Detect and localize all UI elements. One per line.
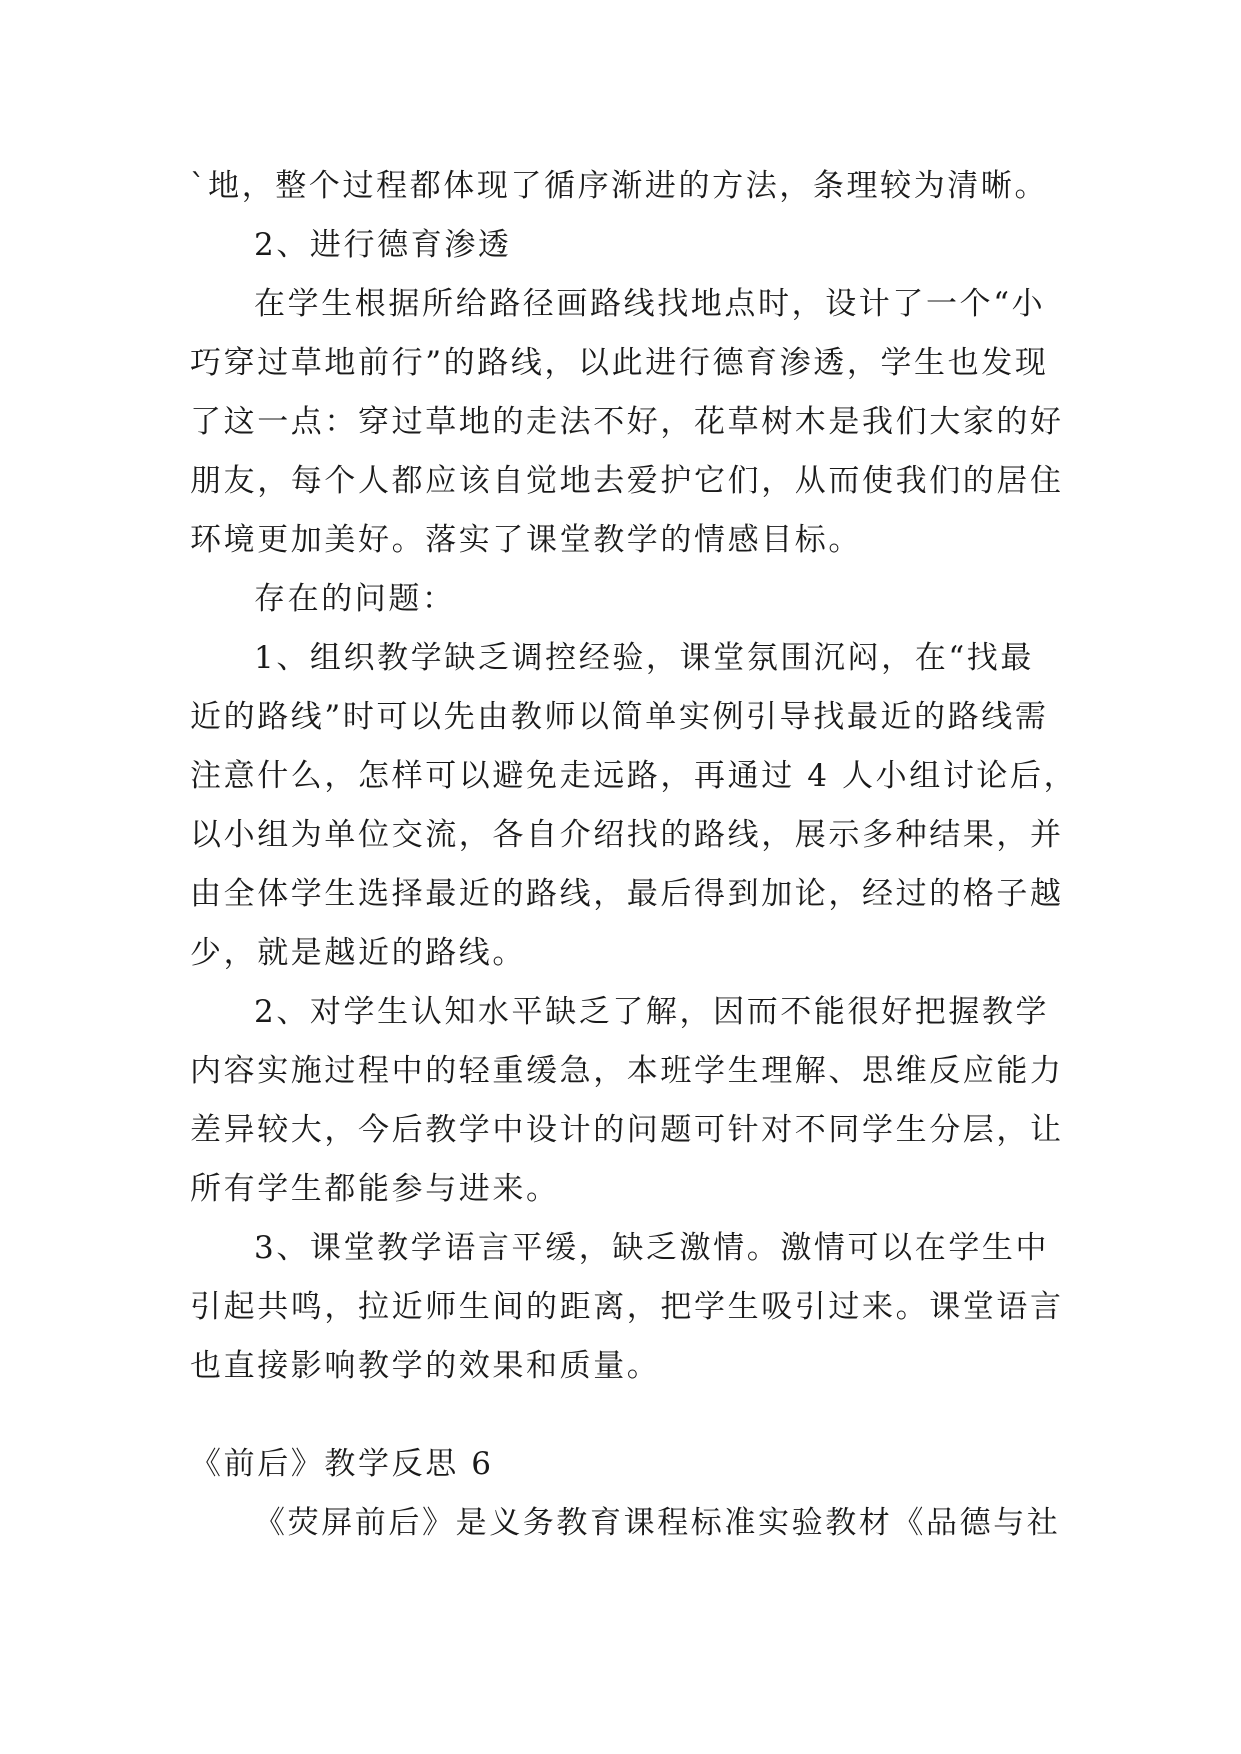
text-line: `地，整个过程都体现了循序渐进的方法，条理较为清晰。 (190, 168, 1049, 204)
section-heading: 存在的问题： (254, 581, 456, 617)
text-line: 由全体学生选择最近的路线，最后得到加论，经过的格子越 (190, 876, 1064, 912)
article-title: 《前后》教学反思 6 (190, 1446, 494, 1482)
text-line: 少，就是越近的路线。 (190, 935, 526, 971)
text-line: 差异较大，今后教学中设计的问题可针对不同学生分层，让 (190, 1112, 1064, 1148)
text-line: 所有学生都能参与进来。 (190, 1171, 560, 1207)
text-line: 注意什么，怎样可以避免走远路，再通过 4 人小组讨论后， (190, 758, 1078, 794)
text-line: 以小组为单位交流，各自介绍找的路线，展示多种结果，并 (190, 817, 1064, 853)
text-line: 引起共鸣，拉近师生间的距离，把学生吸引过来。课堂语言 (190, 1289, 1064, 1325)
text-line: 巧穿过草地前行”的路线，以此进行德育渗透，学生也发现 (190, 345, 1049, 381)
text-line: 1、组织教学缺乏调控经验，课堂氛围沉闷，在“找最 (254, 640, 1034, 676)
text-line: 朋友，每个人都应该自觉地去爱护它们，从而使我们的居住 (190, 463, 1064, 499)
text-line: 也直接影响教学的效果和质量。 (190, 1348, 661, 1384)
text-line: 《荧屏前后》是义务教育课程标准实验教材《品德与社 (254, 1505, 1061, 1541)
text-line: 2、对学生认知水平缺乏了解，因而不能很好把握教学 (254, 994, 1050, 1030)
text-line: 3、课堂教学语言平缓，缺乏激情。激情可以在学生中 (254, 1230, 1050, 1266)
section-heading: 2、进行德育渗透 (254, 227, 512, 263)
text-line: 了这一点：穿过草地的走法不好，花草树木是我们大家的好 (190, 404, 1064, 440)
text-line: 在学生根据所给路径画路线找地点时，设计了一个“小 (254, 286, 1046, 322)
text-line: 近的路线”时可以先由教师以简单实例引导找最近的路线需 (190, 699, 1049, 735)
text-line: 环境更加美好。落实了课堂教学的情感目标。 (190, 522, 862, 558)
text-line: 内容实施过程中的轻重缓急，本班学生理解、思维反应能力 (190, 1053, 1064, 1089)
